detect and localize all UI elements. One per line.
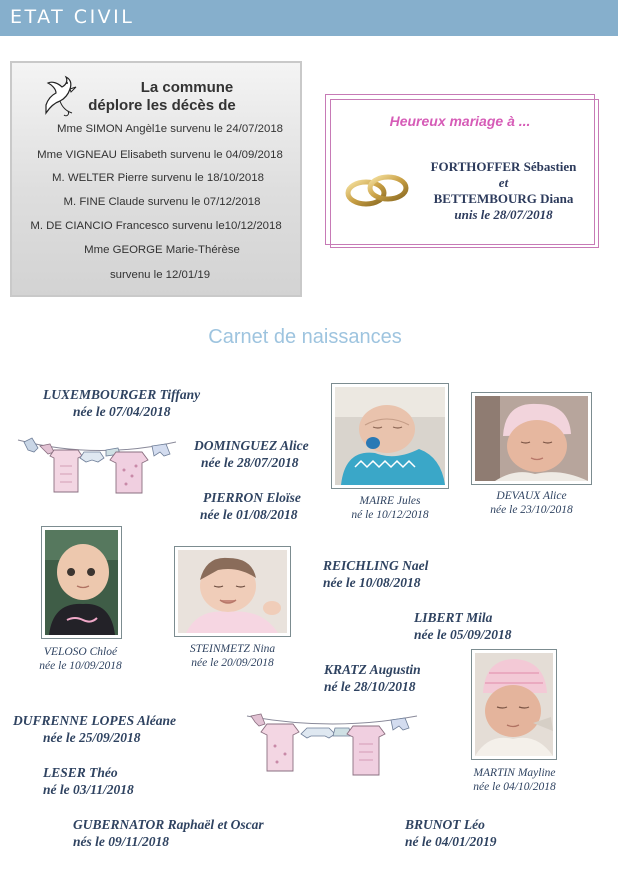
birth-date: née le 25/09/2018 — [43, 730, 141, 745]
birth-name: BRUNOT Léo — [405, 817, 485, 832]
wedding-groom: FORTHOFFER Sébastien — [430, 159, 577, 174]
birth-entry — [73, 816, 264, 850]
birth-entry — [200, 489, 301, 523]
birth-date: née le 01/08/2018 — [200, 507, 298, 522]
baby-photo — [471, 392, 592, 485]
birth-entry — [405, 816, 497, 850]
page-title: ETAT CIVIL — [10, 6, 135, 28]
baby-photo — [331, 383, 449, 489]
deaths-heading-line2: déplore les décès de — [88, 97, 236, 114]
death-entry: Mme GEORGE Marie-Thérèse — [84, 244, 240, 256]
wedding-title: Heureux mariage à ... — [389, 113, 531, 129]
births-section-title — [0, 326, 618, 349]
baby-photo-image — [335, 387, 445, 485]
birth-name: GUBERNATOR Raphaël et Oscar — [73, 817, 264, 832]
wedding-date: unis le 28/07/2018 — [454, 207, 553, 222]
death-entry: M. WELTER Pierre survenu le 18/10/2018 — [52, 172, 264, 184]
wedding-text — [421, 159, 586, 223]
birth-date: né le 04/01/2019 — [405, 834, 497, 849]
deaths-heading-line1: La commune — [140, 79, 234, 96]
baby-clothesline-icon — [16, 430, 178, 502]
baby-clothesline-icon — [245, 706, 420, 782]
baby-photo-image — [45, 530, 118, 635]
baby-photo — [471, 649, 557, 760]
birth-entry — [43, 386, 200, 420]
wedding-box — [325, 94, 595, 245]
birth-name: KRATZ Augustin — [324, 662, 421, 677]
baby-photo-image — [475, 653, 553, 756]
photo-caption-date: née le 04/10/2018 — [473, 781, 556, 793]
death-entry: survenu le 12/01/19 — [109, 269, 211, 281]
death-entry: M. FINE Claude survenu le 07/12/2018 — [63, 196, 261, 208]
death-entry: M. DE CIANCIO Francesco survenu le10/12/2018 — [30, 220, 282, 232]
birth-name: LUXEMBOURGER Tiffany — [43, 387, 201, 402]
death-entry: Mme VIGNEAU Elisabeth survenu le 04/09/2018 — [37, 149, 283, 161]
deaths-heading — [12, 79, 300, 115]
wedding-rings-icon — [344, 173, 410, 209]
birth-name: PIERRON Eloïse — [203, 490, 301, 505]
photo-caption — [174, 642, 291, 670]
births-section-title-text: Carnet de naissances — [208, 326, 402, 348]
photo-caption-name: STEINMETZ Nina — [189, 643, 276, 655]
birth-name: LIBERT Mila — [414, 610, 493, 625]
photo-caption — [462, 766, 567, 794]
birth-date: née le 28/07/2018 — [201, 455, 299, 470]
deaths-box — [10, 61, 302, 297]
baby-photo — [41, 526, 122, 639]
photo-caption-date: née le 23/10/2018 — [490, 504, 573, 516]
birth-name: DUFRENNE LOPES Aléane — [13, 713, 177, 728]
birth-entry — [414, 609, 512, 643]
photo-caption-name: VELOSO Chloé — [43, 646, 118, 658]
birth-date: né le 03/11/2018 — [43, 782, 134, 797]
birth-date: née le 10/08/2018 — [323, 575, 421, 590]
photo-caption — [331, 494, 449, 522]
birth-name: LESER Théo — [43, 765, 118, 780]
photo-caption-name: MARTIN Mayline — [473, 767, 556, 779]
birth-entry — [13, 712, 176, 746]
wedding-and: et — [498, 175, 509, 190]
death-entry: Mme SIMON Angèl1e survenu le 24/07/2018 — [56, 123, 284, 135]
birth-date: née le 07/04/2018 — [73, 404, 171, 419]
birth-entry — [43, 764, 134, 798]
birth-entry — [323, 557, 428, 591]
wedding-bride: BETTEMBOURG Diana — [433, 191, 574, 206]
baby-photo-image — [178, 550, 287, 633]
birth-date: nés le 09/11/2018 — [73, 834, 170, 849]
photo-caption — [28, 645, 133, 673]
baby-photo — [174, 546, 291, 637]
birth-date: né le 28/10/2018 — [324, 679, 416, 694]
photo-caption-date: né le 10/12/2018 — [351, 509, 429, 521]
photo-caption — [471, 489, 592, 517]
birth-entry — [324, 661, 421, 695]
photo-caption-name: DEVAUX Alice — [496, 490, 567, 502]
birth-entry — [194, 437, 309, 471]
baby-photo-image — [475, 396, 588, 481]
birth-name: REICHLING Nael — [323, 558, 429, 573]
birth-date: née le 05/09/2018 — [414, 627, 512, 642]
header-bar — [0, 0, 618, 36]
photo-caption-date: née le 20/09/2018 — [191, 657, 274, 669]
photo-caption-name: MAIRE Jules — [359, 495, 421, 507]
birth-name: DOMINGUEZ Alice — [194, 438, 309, 453]
photo-caption-date: née le 10/09/2018 — [39, 660, 122, 672]
